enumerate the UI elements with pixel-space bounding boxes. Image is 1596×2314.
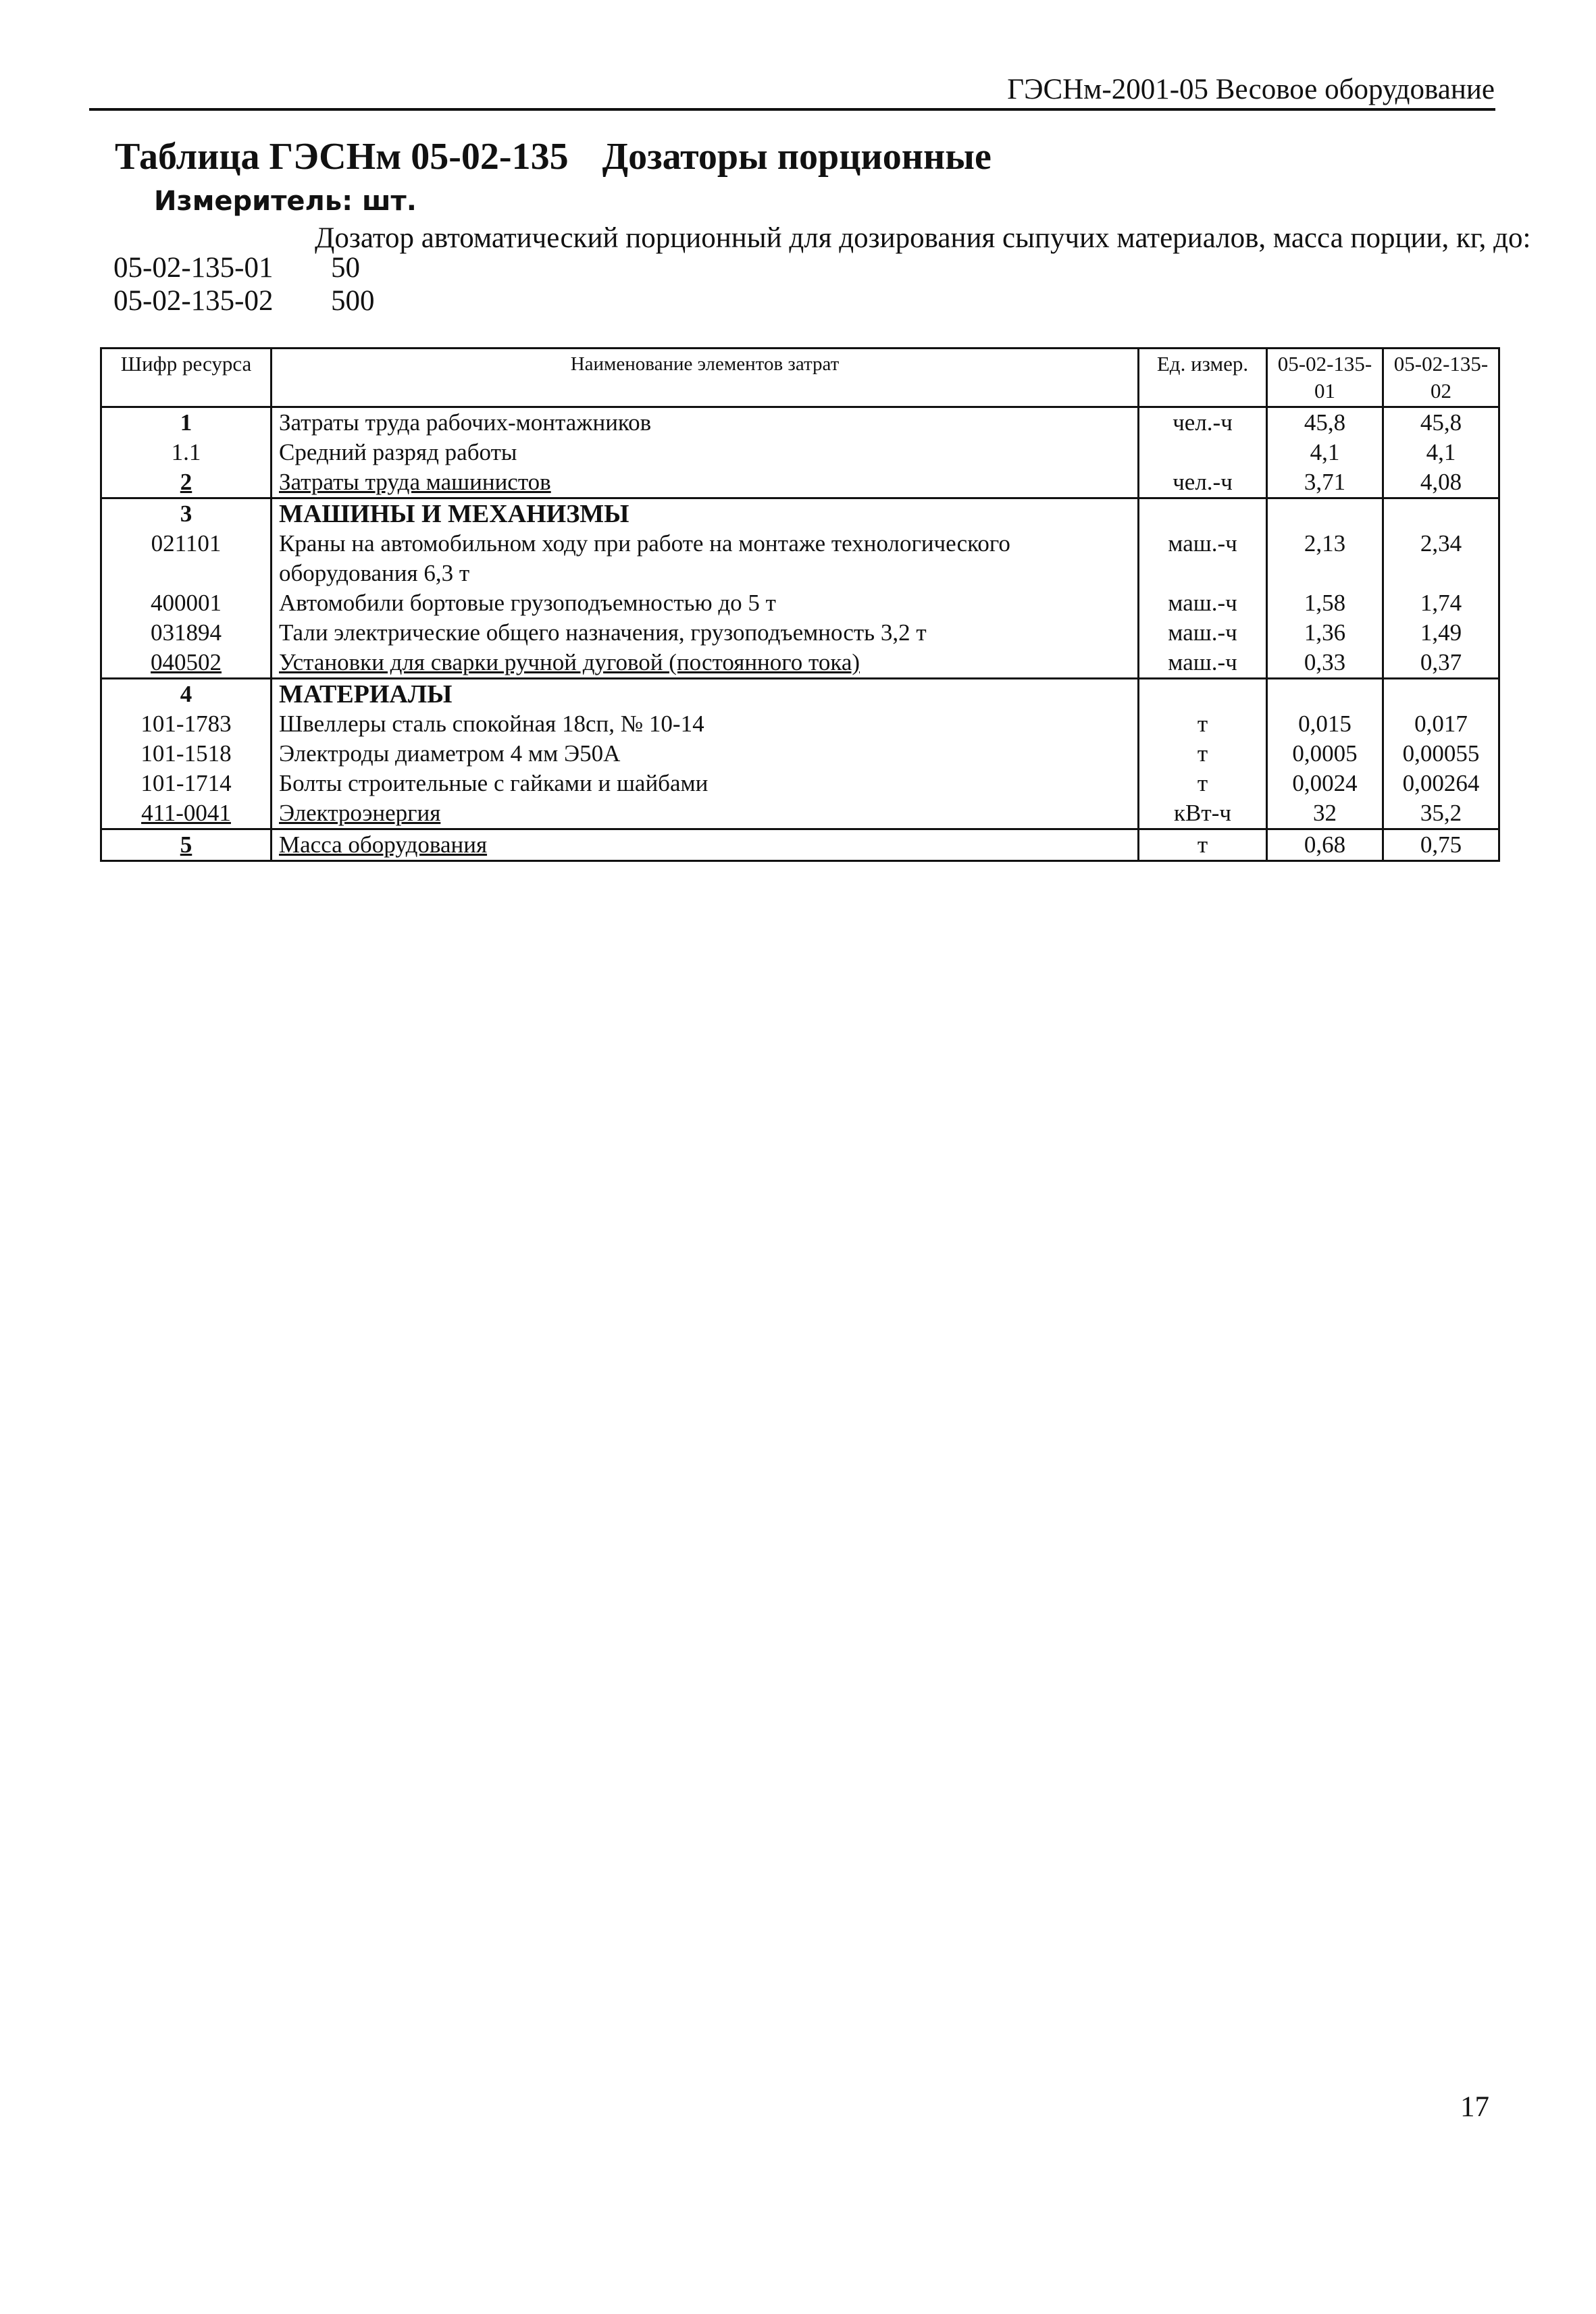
row-value-col2: 0,75 [1383, 829, 1499, 861]
row-value-col1: 0,0024 [1267, 769, 1383, 798]
row-name: Тали электрические общего назначения, грузоподъемность 3,2 т [272, 618, 1139, 648]
row-code: 040502 [101, 648, 272, 679]
row-code: 2 [101, 467, 272, 498]
table-row [101, 648, 1499, 679]
row-value-col1: 3,71 [1267, 467, 1383, 498]
header-unit: Ед. измер. [1139, 349, 1267, 407]
variant-code: 05-02-135-02 [113, 285, 274, 317]
row-value-col1: 32 [1267, 798, 1383, 829]
row-unit [1139, 498, 1267, 530]
table-name: Дозаторы порционные [602, 136, 992, 178]
row-value-col2: 4,08 [1383, 467, 1499, 498]
row-code: 4 [101, 679, 272, 710]
variant-value: 500 [331, 285, 375, 317]
row-code: 101-1783 [101, 709, 272, 739]
table-row [101, 438, 1499, 467]
row-name: Затраты труда рабочих-монтажников [272, 407, 1139, 438]
row-code: 1 [101, 407, 272, 438]
row-value-col2 [1383, 498, 1499, 530]
row-code: 101-1518 [101, 739, 272, 769]
row-unit: чел.-ч [1139, 467, 1267, 498]
row-code: 3 [101, 498, 272, 530]
table-row [101, 829, 1499, 861]
row-unit: кВт-ч [1139, 798, 1267, 829]
row-value-col2: 1,74 [1383, 588, 1499, 618]
row-value-col1 [1267, 679, 1383, 710]
row-value-col1: 45,8 [1267, 407, 1383, 438]
table-number: Таблица ГЭСНм 05-02-135 [115, 136, 569, 178]
row-value-col2: 0,017 [1383, 709, 1499, 739]
row-unit: т [1139, 709, 1267, 739]
row-code: 1.1 [101, 438, 272, 467]
row-value-col1: 2,13 [1267, 529, 1383, 588]
row-value-col1: 0,33 [1267, 648, 1383, 679]
row-unit: маш.-ч [1139, 648, 1267, 679]
table-row [101, 769, 1499, 798]
variant-row [113, 251, 360, 284]
header-rule [89, 108, 1495, 111]
row-value-col1: 0,0005 [1267, 739, 1383, 769]
row-name: Краны на автомобильном ходу при работе на монтаже технологического оборудования 6,3 т [272, 529, 1139, 588]
row-name: Электроды диаметром 4 мм Э50А [272, 739, 1139, 769]
row-code: 021101 [101, 529, 272, 588]
row-value-col2: 4,1 [1383, 438, 1499, 467]
row-value-col2: 0,00055 [1383, 739, 1499, 769]
page-number: 17 [1460, 2091, 1489, 2123]
row-value-col2: 2,34 [1383, 529, 1499, 588]
row-code: 101-1714 [101, 769, 272, 798]
table-row [101, 407, 1499, 438]
table-row [101, 529, 1499, 588]
row-name: Болты строительные с гайками и шайбами [272, 769, 1139, 798]
variant-value: 50 [331, 252, 360, 284]
row-name: Масса оборудования [272, 829, 1139, 861]
table-row [101, 498, 1499, 530]
row-unit [1139, 438, 1267, 467]
row-value-col2: 0,00264 [1383, 769, 1499, 798]
row-value-col1 [1267, 498, 1383, 530]
variant-row [113, 284, 375, 317]
row-unit: маш.-ч [1139, 588, 1267, 618]
table-title [115, 135, 992, 178]
header-name: Наименование элементов затрат [272, 349, 1139, 407]
row-name: Швеллеры сталь спокойная 18сп, № 10-14 [272, 709, 1139, 739]
table-row [101, 739, 1499, 769]
row-value-col1: 1,36 [1267, 618, 1383, 648]
row-value-col2 [1383, 679, 1499, 710]
row-value-col1: 0,68 [1267, 829, 1383, 861]
row-value-col2: 45,8 [1383, 407, 1499, 438]
table-row [101, 618, 1499, 648]
table-row [101, 709, 1499, 739]
row-value-col1: 1,58 [1267, 588, 1383, 618]
header-code: Шифр ресурса [101, 349, 272, 407]
row-value-col2: 35,2 [1383, 798, 1499, 829]
row-unit: т [1139, 829, 1267, 861]
row-name: Установки для сварки ручной дуговой (постоянного тока) [272, 648, 1139, 679]
row-unit: т [1139, 739, 1267, 769]
row-unit: маш.-ч [1139, 618, 1267, 648]
row-unit: т [1139, 769, 1267, 798]
row-value-col2: 1,49 [1383, 618, 1499, 648]
table-row [101, 467, 1499, 498]
row-name: Затраты труда машинистов [272, 467, 1139, 498]
row-value-col1: 4,1 [1267, 438, 1383, 467]
measure-unit: Измеритель: шт. [154, 186, 417, 217]
table-row [101, 679, 1499, 710]
row-unit [1139, 679, 1267, 710]
row-unit: маш.-ч [1139, 529, 1267, 588]
row-value-col1: 0,015 [1267, 709, 1383, 739]
row-unit: чел.-ч [1139, 407, 1267, 438]
row-code: 411-0041 [101, 798, 272, 829]
row-name: Автомобили бортовые грузоподъемностью до 5 т [272, 588, 1139, 618]
row-name: МАТЕРИАЛЫ [272, 679, 1139, 710]
row-code: 031894 [101, 618, 272, 648]
header-col1: 05-02-135-01 [1267, 349, 1383, 407]
row-name: Средний разряд работы [272, 438, 1139, 467]
row-code: 400001 [101, 588, 272, 618]
row-name: Электроэнергия [272, 798, 1139, 829]
resource-table [100, 347, 1500, 862]
row-code: 5 [101, 829, 272, 861]
table-row [101, 798, 1499, 829]
running-header: ГЭСНм-2001-05 Весовое оборудование [1007, 74, 1495, 105]
header-col2: 05-02-135-02 [1383, 349, 1499, 407]
row-value-col2: 0,37 [1383, 648, 1499, 679]
variant-code: 05-02-135-01 [113, 252, 274, 284]
table-row [101, 588, 1499, 618]
intro-text: Дозатор автоматический порционный для дозирования сыпучих материалов, масса порции, кг, до: [315, 222, 1531, 254]
table-header-row [101, 349, 1499, 407]
row-name: МАШИНЫ И МЕХАНИЗМЫ [272, 498, 1139, 530]
